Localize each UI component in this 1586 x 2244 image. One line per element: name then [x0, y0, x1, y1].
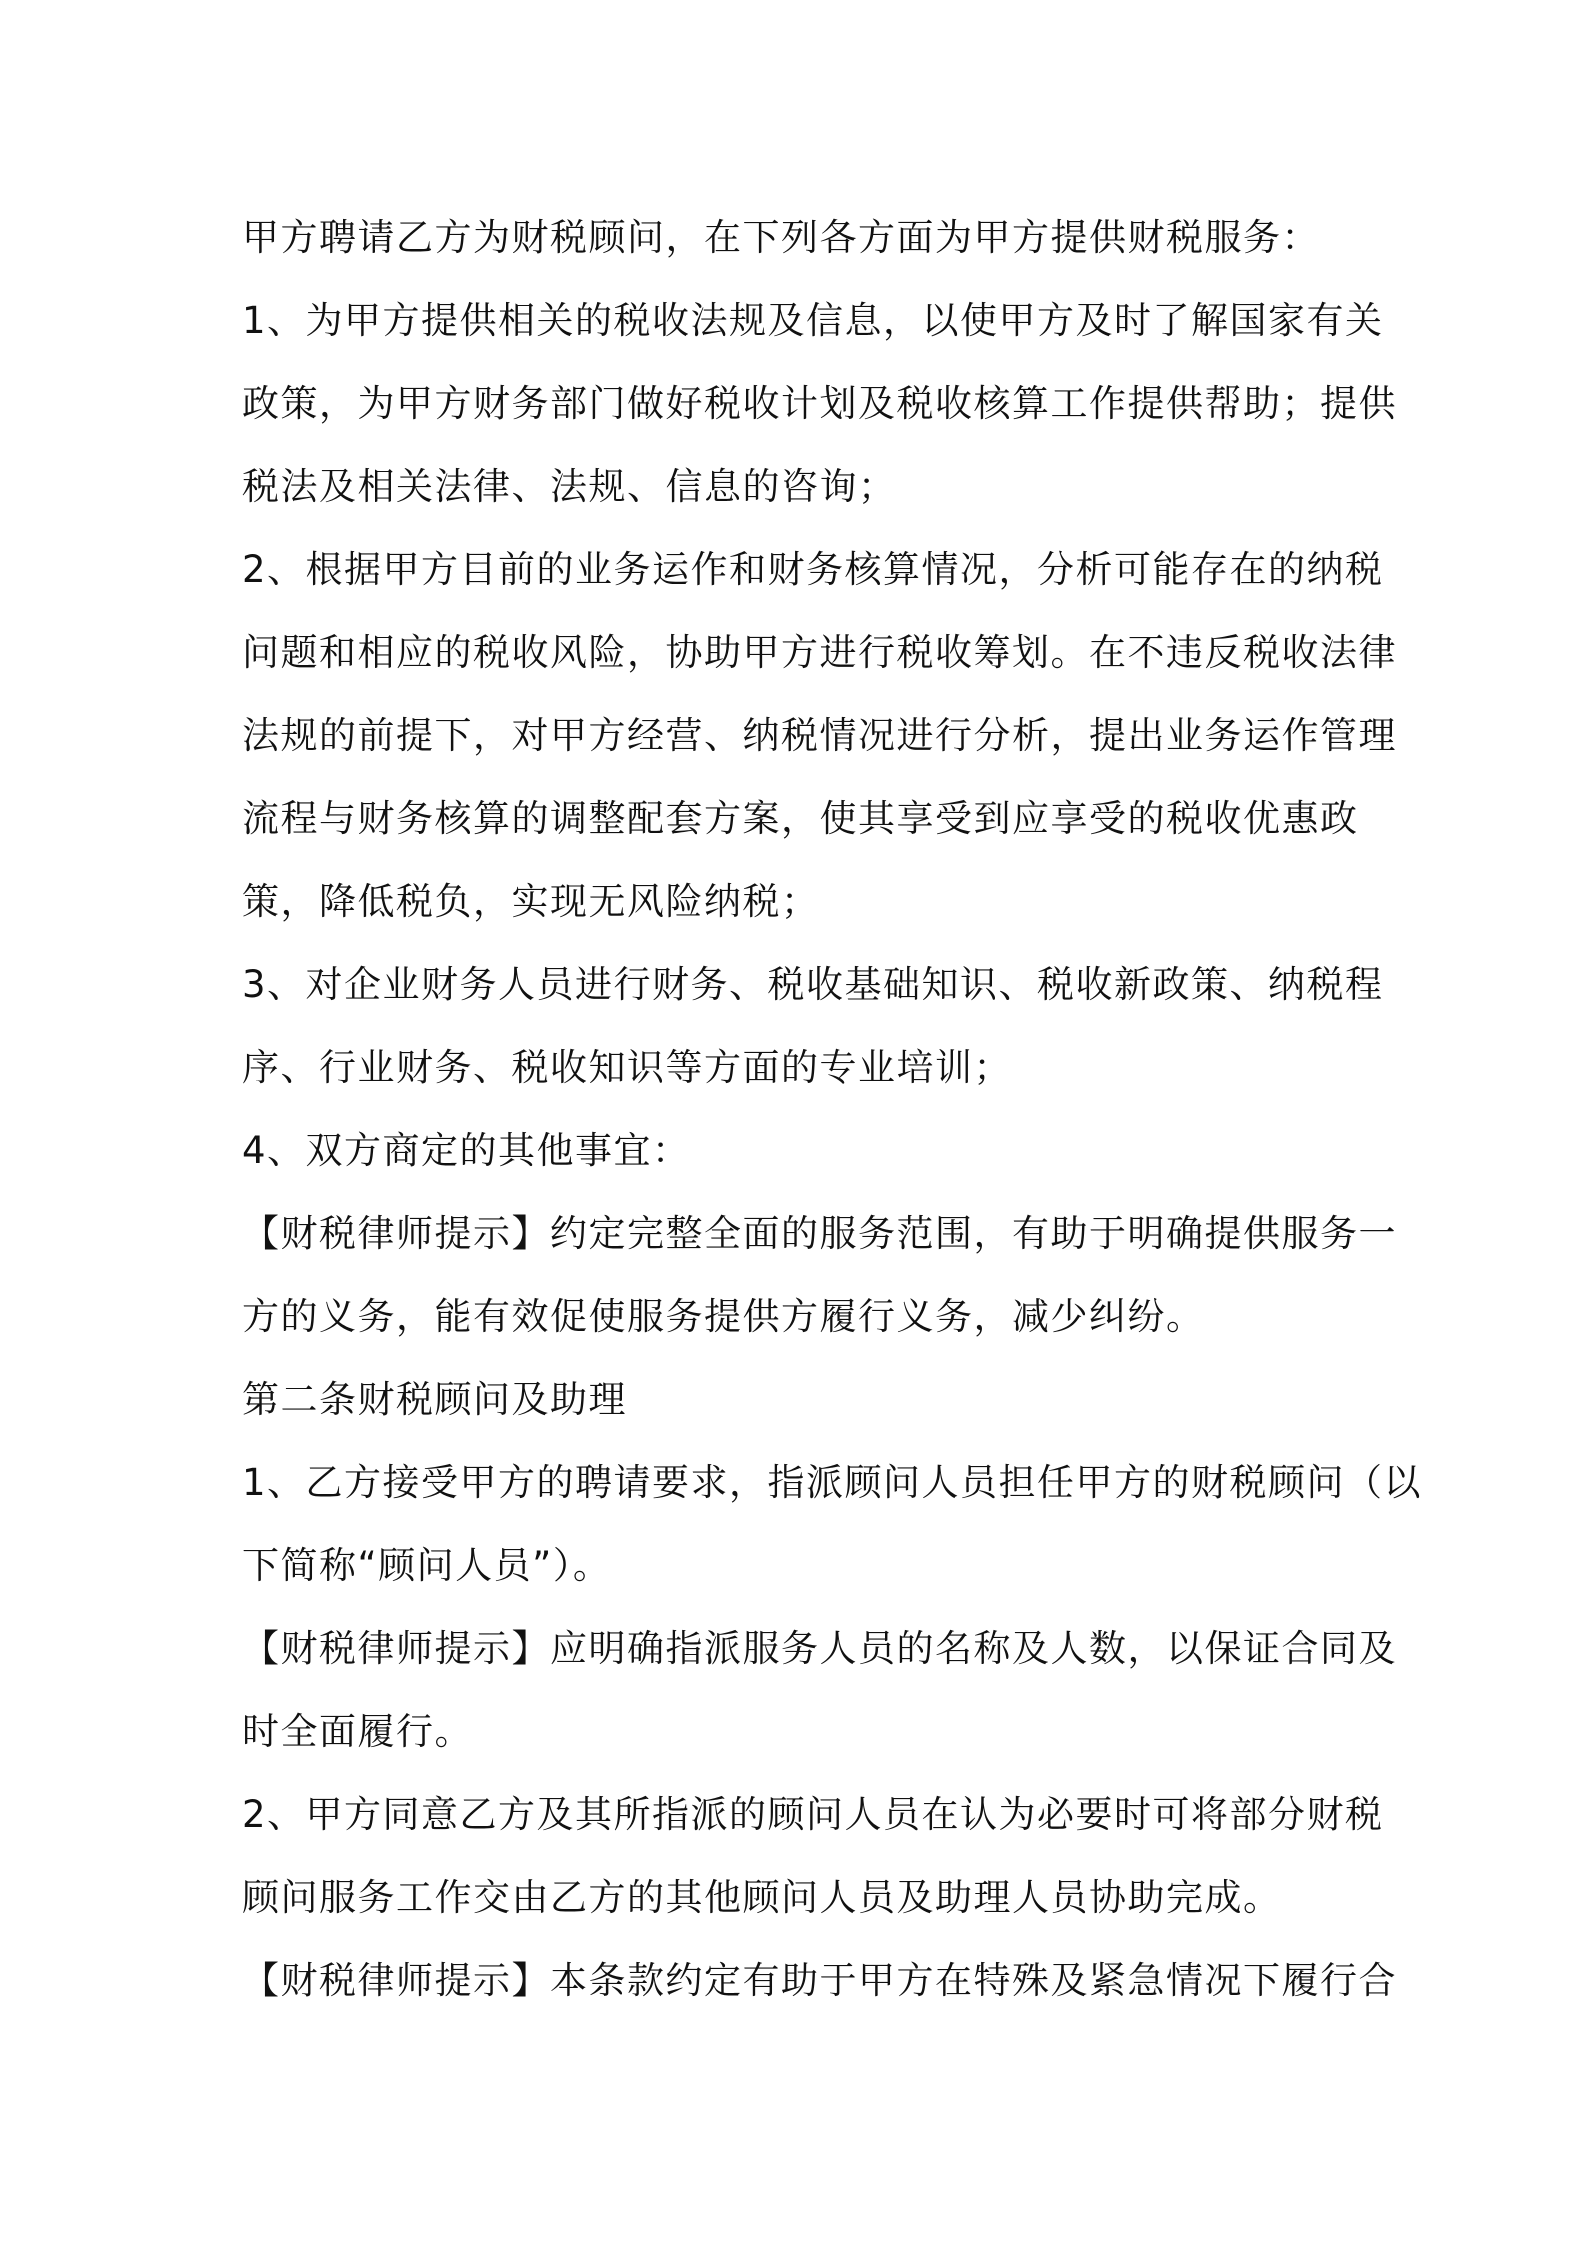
article-2-item-1-line-2: 下简称“顾问人员”）。 [242, 1544, 612, 1587]
paragraph-intro-line-1: 甲方聘请乙方为财税顾问，在下列各方面为甲方提供财税服务： [242, 216, 1320, 259]
lawyer-tip-3-line-1: 【财税律师提示】本条款约定有助于甲方在特殊及紧急情况下履行合 [242, 1959, 1397, 2002]
item-4-line-1: 4、双方商定的其他事宜： [242, 1129, 691, 1172]
lawyer-tip-1-line-1: 【财税律师提示】约定完整全面的服务范围，有助于明确提供服务一 [242, 1212, 1397, 1255]
item-2-line-2: 问题和相应的税收风险，协助甲方进行税收筹划。在不违反税收法律 [242, 631, 1397, 674]
item-1-line-3: 税法及相关法律、法规、信息的咨询； [242, 465, 897, 508]
item-1-line-1: 1、为甲方提供相关的税收法规及信息，以使甲方及时了解国家有关 [242, 299, 1384, 342]
article-2-item-1-line-1: 1、乙方接受甲方的聘请要求，指派顾问人员担任甲方的财税顾问（以 [242, 1461, 1423, 1504]
item-2-line-1: 2、根据甲方目前的业务运作和财务核算情况，分析可能存在的纳税 [242, 548, 1384, 591]
lawyer-tip-1-line-2: 方的义务，能有效促使服务提供方履行义务，减少纠纷。 [242, 1295, 1205, 1338]
item-2-line-4: 流程与财务核算的调整配套方案，使其享受到应享受的税收优惠政 [242, 797, 1359, 840]
item-2-line-3: 法规的前提下，对甲方经营、纳税情况进行分析，提出业务运作管理 [242, 714, 1397, 757]
item-3-line-1: 3、对企业财务人员进行财务、税收基础知识、税收新政策、纳税程 [242, 963, 1384, 1006]
lawyer-tip-2-line-1: 【财税律师提示】应明确指派服务人员的名称及人数，以保证合同及 [242, 1627, 1397, 1670]
article-2-item-2-line-2: 顾问服务工作交由乙方的其他顾问人员及助理人员协助完成。 [242, 1876, 1282, 1919]
item-2-line-5: 策，降低税负，实现无风险纳税； [242, 880, 820, 923]
lawyer-tip-2-line-2: 时全面履行。 [242, 1710, 473, 1753]
item-1-line-2: 政策，为甲方财务部门做好税收计划及税收核算工作提供帮助；提供 [242, 382, 1397, 425]
document-body [242, 196, 1423, 2022]
item-3-line-2: 序、行业财务、税收知识等方面的专业培训； [242, 1046, 1012, 1089]
article-2-heading: 第二条财税顾问及助理 [242, 1378, 627, 1421]
article-2-item-2-line-1: 2、甲方同意乙方及其所指派的顾问人员在认为必要时可将部分财税 [242, 1793, 1384, 1836]
